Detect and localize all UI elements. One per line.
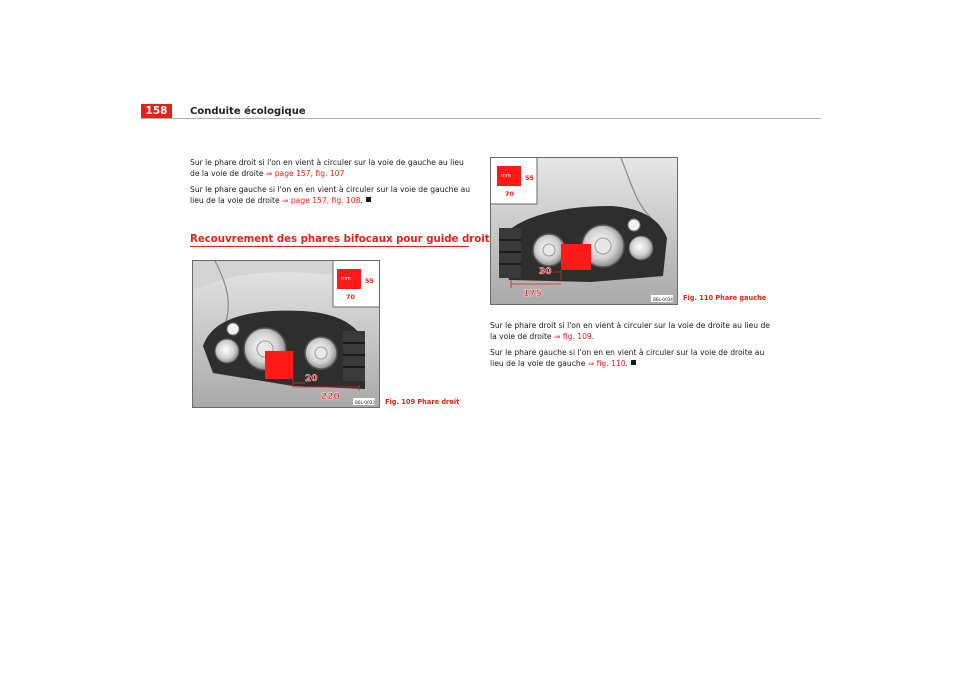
paragraph-text: Sur le phare droit si l'on en vient à circuler sur la voie de droite au lieu de la voie de droite <box>490 321 770 342</box>
arrow-icon: ⇒ <box>587 359 595 369</box>
page-reference-link[interactable]: page 157, fig. 108 <box>290 196 361 206</box>
template-height: 55 <box>365 277 375 285</box>
sentence-end: . <box>625 359 628 369</box>
dimension-distance: 175 <box>523 289 542 299</box>
figure-109-caption: Fig. 109 Phare droit <box>385 398 460 406</box>
sentence-end: . <box>360 196 363 206</box>
chapter-title: Conduite écologique <box>190 106 306 117</box>
sentence-end: . <box>591 332 595 342</box>
figure-110-caption: Fig. 110 Phare gauche <box>683 294 767 302</box>
section-end-marker-icon <box>631 360 636 365</box>
cover-patch <box>561 244 591 270</box>
paragraph-right-headlight-left-lane <box>190 157 472 180</box>
arrow-icon: ⇒ <box>554 332 561 342</box>
paragraph-text: Sur le phare gauche si l'on en en vient à circuler sur la voie de droite au lieu de la voie de gauche <box>490 348 765 369</box>
dimension-offset: 20 <box>305 374 318 384</box>
page-number: 158 <box>141 104 172 119</box>
paragraph-left-headlight-left-lane <box>190 184 472 207</box>
arrow-icon: ⇒ <box>282 196 289 206</box>
figure-code: B6L-0033 <box>355 400 375 405</box>
figure-reference-link[interactable]: fig. 109 <box>562 332 592 342</box>
figure-reference-link[interactable]: fig. 110 <box>596 359 626 369</box>
unit-label: mm <box>501 173 511 179</box>
figure-code: B6L-0034 <box>653 297 673 302</box>
paragraph-left-headlight-right-lane <box>490 347 775 370</box>
cover-patch <box>265 351 293 379</box>
headlight-illustration-right <box>193 261 379 407</box>
section-heading: Recouvrement des phares bifocaux pour guide droit <box>190 234 490 245</box>
header-divider <box>141 118 821 119</box>
page-reference-link[interactable]: page 157, fig. 107 <box>274 169 345 179</box>
arrow-icon: ⇒ <box>265 169 273 179</box>
template-width: 70 <box>346 293 356 301</box>
section-end-marker-icon <box>366 197 371 202</box>
paragraph-text: Sur le phare gauche si l'on en en vient à circuler sur la voie de gauche au lieu de la voie de droite <box>190 185 471 206</box>
paragraph-right-headlight-right-lane <box>490 320 775 343</box>
template-width: 70 <box>505 190 515 198</box>
dimension-distance: 220 <box>321 392 340 402</box>
section-heading-underline <box>190 246 469 247</box>
headlight-illustration-left <box>491 158 677 304</box>
dimension-offset: 30 <box>539 267 552 277</box>
paragraph-text: Sur le phare droit si l'on en vient à circuler sur la voie de gauche au lieu de la voie de droite <box>190 158 464 179</box>
figure-109-right-headlight <box>192 260 380 408</box>
figure-110-left-headlight <box>490 157 678 305</box>
unit-label: mm <box>341 276 351 282</box>
template-height: 55 <box>525 174 535 182</box>
